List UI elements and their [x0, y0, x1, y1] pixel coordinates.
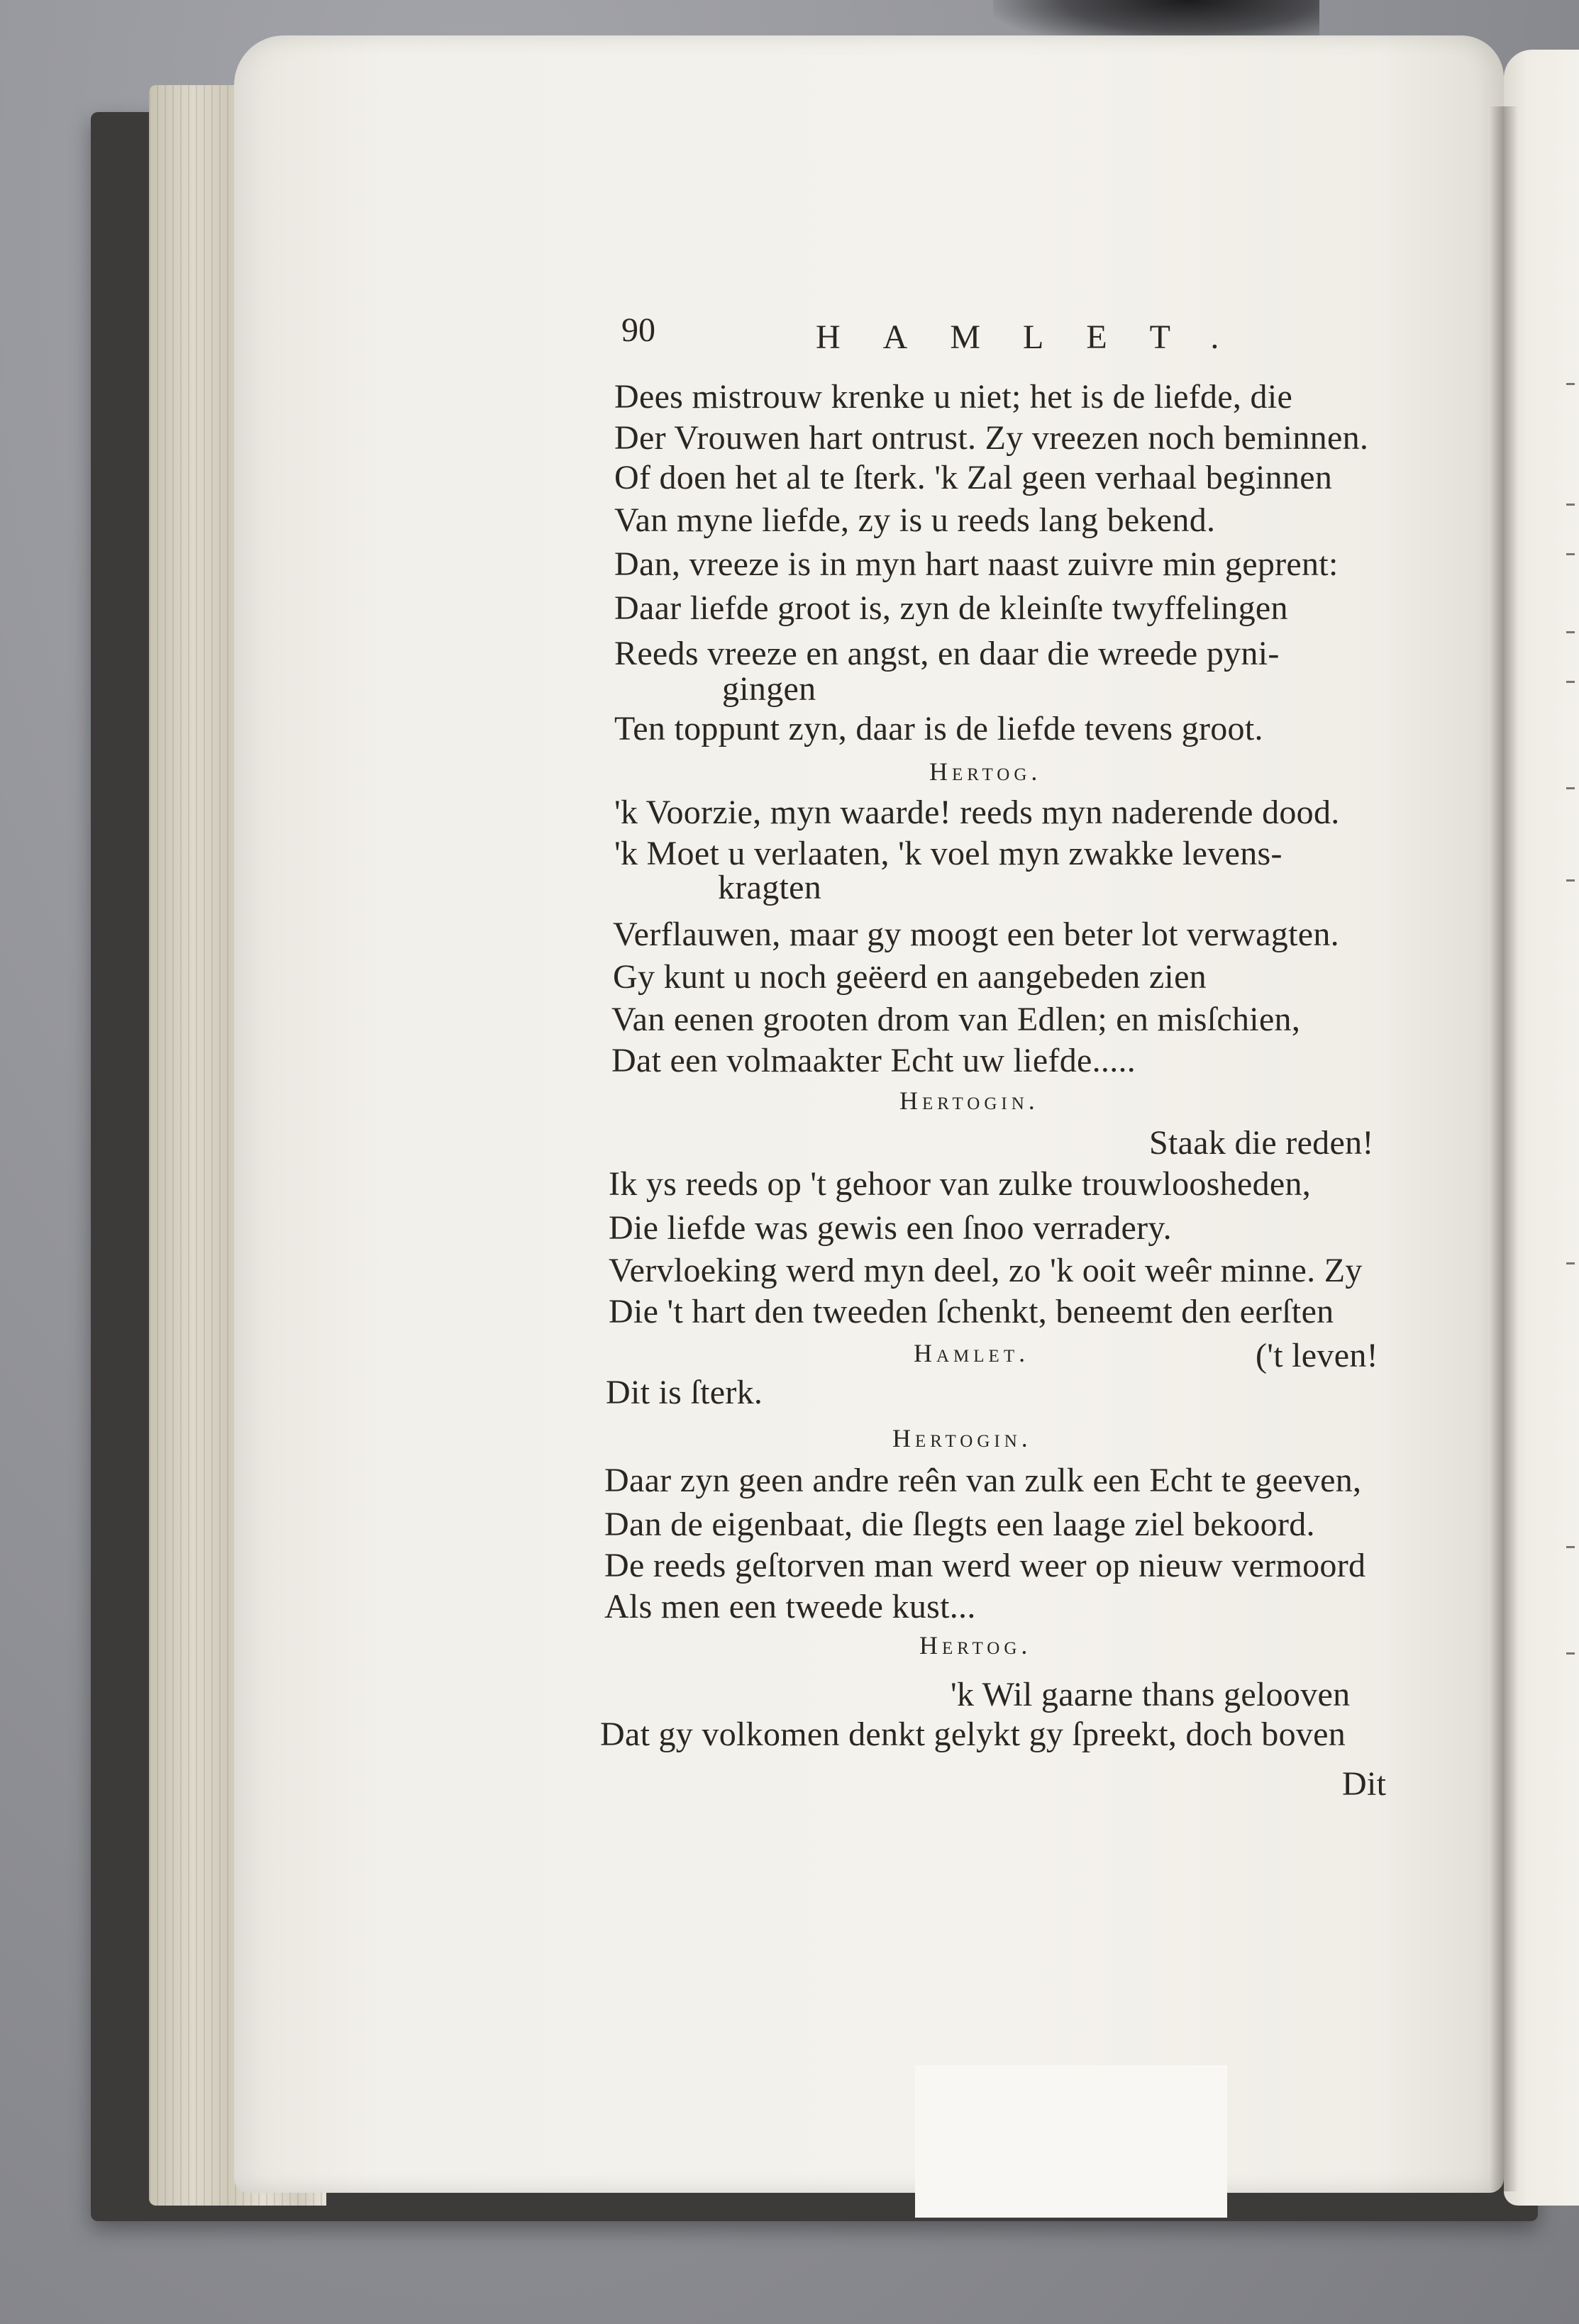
- speaker-name: Hertog.: [919, 1631, 1032, 1659]
- verse-line: Ten toppunt zyn, daar is de liefde tevens groot.: [614, 710, 1263, 747]
- verse-line: Verflauwen, maar gy moogt een beter lot verwagten.: [613, 916, 1339, 953]
- speaker-name: Hamlet.: [914, 1339, 1030, 1367]
- speaker-name: Hertogin.: [899, 1086, 1039, 1115]
- verse-line: Daar zyn geen andre reên van zulk een Echt te geeven,: [604, 1462, 1362, 1499]
- page-number: 90: [621, 311, 655, 349]
- verse-line: Der Vrouwen hart ontrust. Zy vreezen noch beminnen.: [614, 419, 1369, 457]
- verse-line: De reeds geſtorven man werd weer op nieuw vermoord: [604, 1547, 1366, 1584]
- verse-line: kragten: [718, 869, 822, 906]
- running-title: HAMLET.: [816, 318, 1262, 356]
- redaction-patch: [915, 2065, 1227, 2218]
- verse-line: Dit is ſterk.: [606, 1374, 763, 1411]
- speaker-name: Hertog.: [929, 757, 1042, 786]
- catchword: Dit: [1342, 1765, 1387, 1803]
- verse-line: Ik ys reeds op 't gehoor van zulke trouwloosheden,: [609, 1165, 1312, 1203]
- verse-line: Reeds vreeze en angst, en daar die wreede pyni-: [614, 635, 1280, 672]
- verse-line: Dat gy volkomen denkt gelykt gy ſpreekt, doch boven: [600, 1716, 1346, 1753]
- verse-line: Van eenen grooten drom van Edlen; en misſchien,: [611, 1001, 1301, 1038]
- verse-line: 'k Voorzie, myn waarde! reeds myn naderende dood.: [614, 794, 1340, 831]
- verse-line: Die 't hart den tweeden ſchenkt, beneemt den eerſten: [609, 1293, 1334, 1330]
- verse-line: Van myne liefde, zy is u reeds lang bekend.: [614, 501, 1216, 539]
- verse-line: Dan de eigenbaat, die ſlegts een laage ziel bekoord.: [604, 1506, 1315, 1543]
- verse-line: Staak die reden!: [1149, 1124, 1374, 1162]
- verse-line: Daar liefde groot is, zyn de kleinſte twyffelingen: [614, 589, 1288, 627]
- verse-line: Als men een tweede kust...: [604, 1588, 976, 1625]
- verse-line: Dan, vreeze is in myn hart naast zuivre min geprent:: [614, 545, 1339, 583]
- verse-line: Of doen het al te ſterk. 'k Zal geen verhaal beginnen: [614, 459, 1333, 496]
- verse-line: 'k Moet u verlaaten, 'k voel myn zwakke levens-: [614, 835, 1282, 872]
- verse-line: Gy kunt u noch geëerd en aangebeden zien: [613, 958, 1207, 996]
- verse-line: ('t leven!: [1256, 1337, 1378, 1374]
- verse-line: Dat een volmaakter Echt uw liefde.....: [611, 1042, 1136, 1079]
- verse-line: Vervloeking werd myn deel, zo 'k ooit weêr minne. Zy: [609, 1252, 1363, 1289]
- verse-line: Die liefde was gewis een ſnoo verradery.: [609, 1209, 1172, 1247]
- verse-line: Dees mistrouw krenke u niet; het is de liefde, die: [614, 378, 1293, 416]
- speaker-name: Hertogin.: [892, 1424, 1032, 1452]
- verse-line: 'k Wil gaarne thans gelooven: [951, 1676, 1351, 1713]
- verse-line: gingen: [722, 670, 816, 708]
